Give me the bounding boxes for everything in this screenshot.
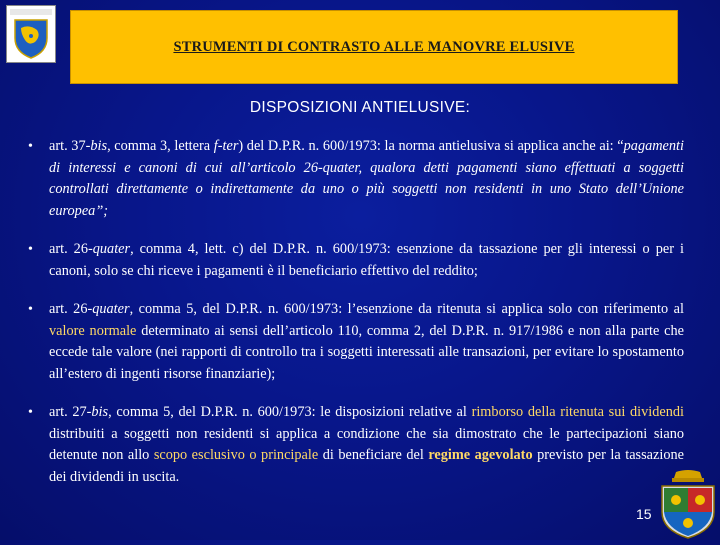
guardia-di-finanza-crest-icon bbox=[656, 468, 720, 540]
bullet-icon: • bbox=[28, 405, 33, 420]
section-subtitle: DISPOSIZIONI ANTIELUSIVE: bbox=[249, 99, 471, 116]
bullet-icon: • bbox=[28, 302, 33, 317]
bullet-text: art. 26-quater, comma 4, lett. c) del D.P.R. n. 600/1973: esenzione da tassazione per gli interessi o per i canoni, solo se chi riceve i pagamenti è il beneficiario effettivo del reddito; bbox=[49, 241, 684, 279]
bullet-text: art. 27-bis, comma 5, del D.P.R. n. 600/1973: le disposizioni relative al rimborso della ritenuta sui dividendi distribuiti a soggetti non residenti si applica a condizione che sia dimostrato che le partecipazioni siano detenute non allo scopo esclusivo o principale di beneficiare del regime agevolato previsto per la tassazione dei dividendi in uscita. bbox=[49, 404, 685, 485]
bullet-text: art. 26-quater, comma 5, del D.P.R. n. 600/1973: l’esenzione da ritenuta si applica solo con riferimento al valore normale determinato ai sensi dell’articolo 110, comma 2, del D.P.R. n. 917/1986 e non alla parte che eccede tale valore (nei rapporti di controllo tra i soggetti interessati alle transazioni, per evitare lo spostamento all’estero di ingenti risorse finanziarie); bbox=[49, 301, 685, 382]
page-number: 15 bbox=[636, 506, 652, 522]
bullet-icon: • bbox=[28, 242, 33, 257]
page-title: STRUMENTI DI CONTRASTO ALLE MANOVRE ELUSIVE bbox=[173, 38, 575, 55]
bullet-list bbox=[22, 136, 684, 505]
list-item bbox=[22, 239, 684, 282]
bullet-icon: • bbox=[28, 139, 33, 154]
bullet-text: art. 37-bis, comma 3, lettera f-ter) del D.P.R. n. 600/1973: la norma antielusiva si applica anche ai: “pagamenti di interessi e canoni di cui all’articolo 26-quater, qualora detti pagamenti siano effettuati a soggetti controllati direttamente o indirettamente da uno o più soggetti non residenti in uno Stato dell’Unione europea”; bbox=[49, 138, 684, 219]
list-item bbox=[22, 136, 684, 222]
police-crest-icon bbox=[6, 5, 56, 63]
title-banner bbox=[70, 10, 678, 84]
list-item bbox=[22, 402, 684, 488]
list-item bbox=[22, 299, 684, 385]
